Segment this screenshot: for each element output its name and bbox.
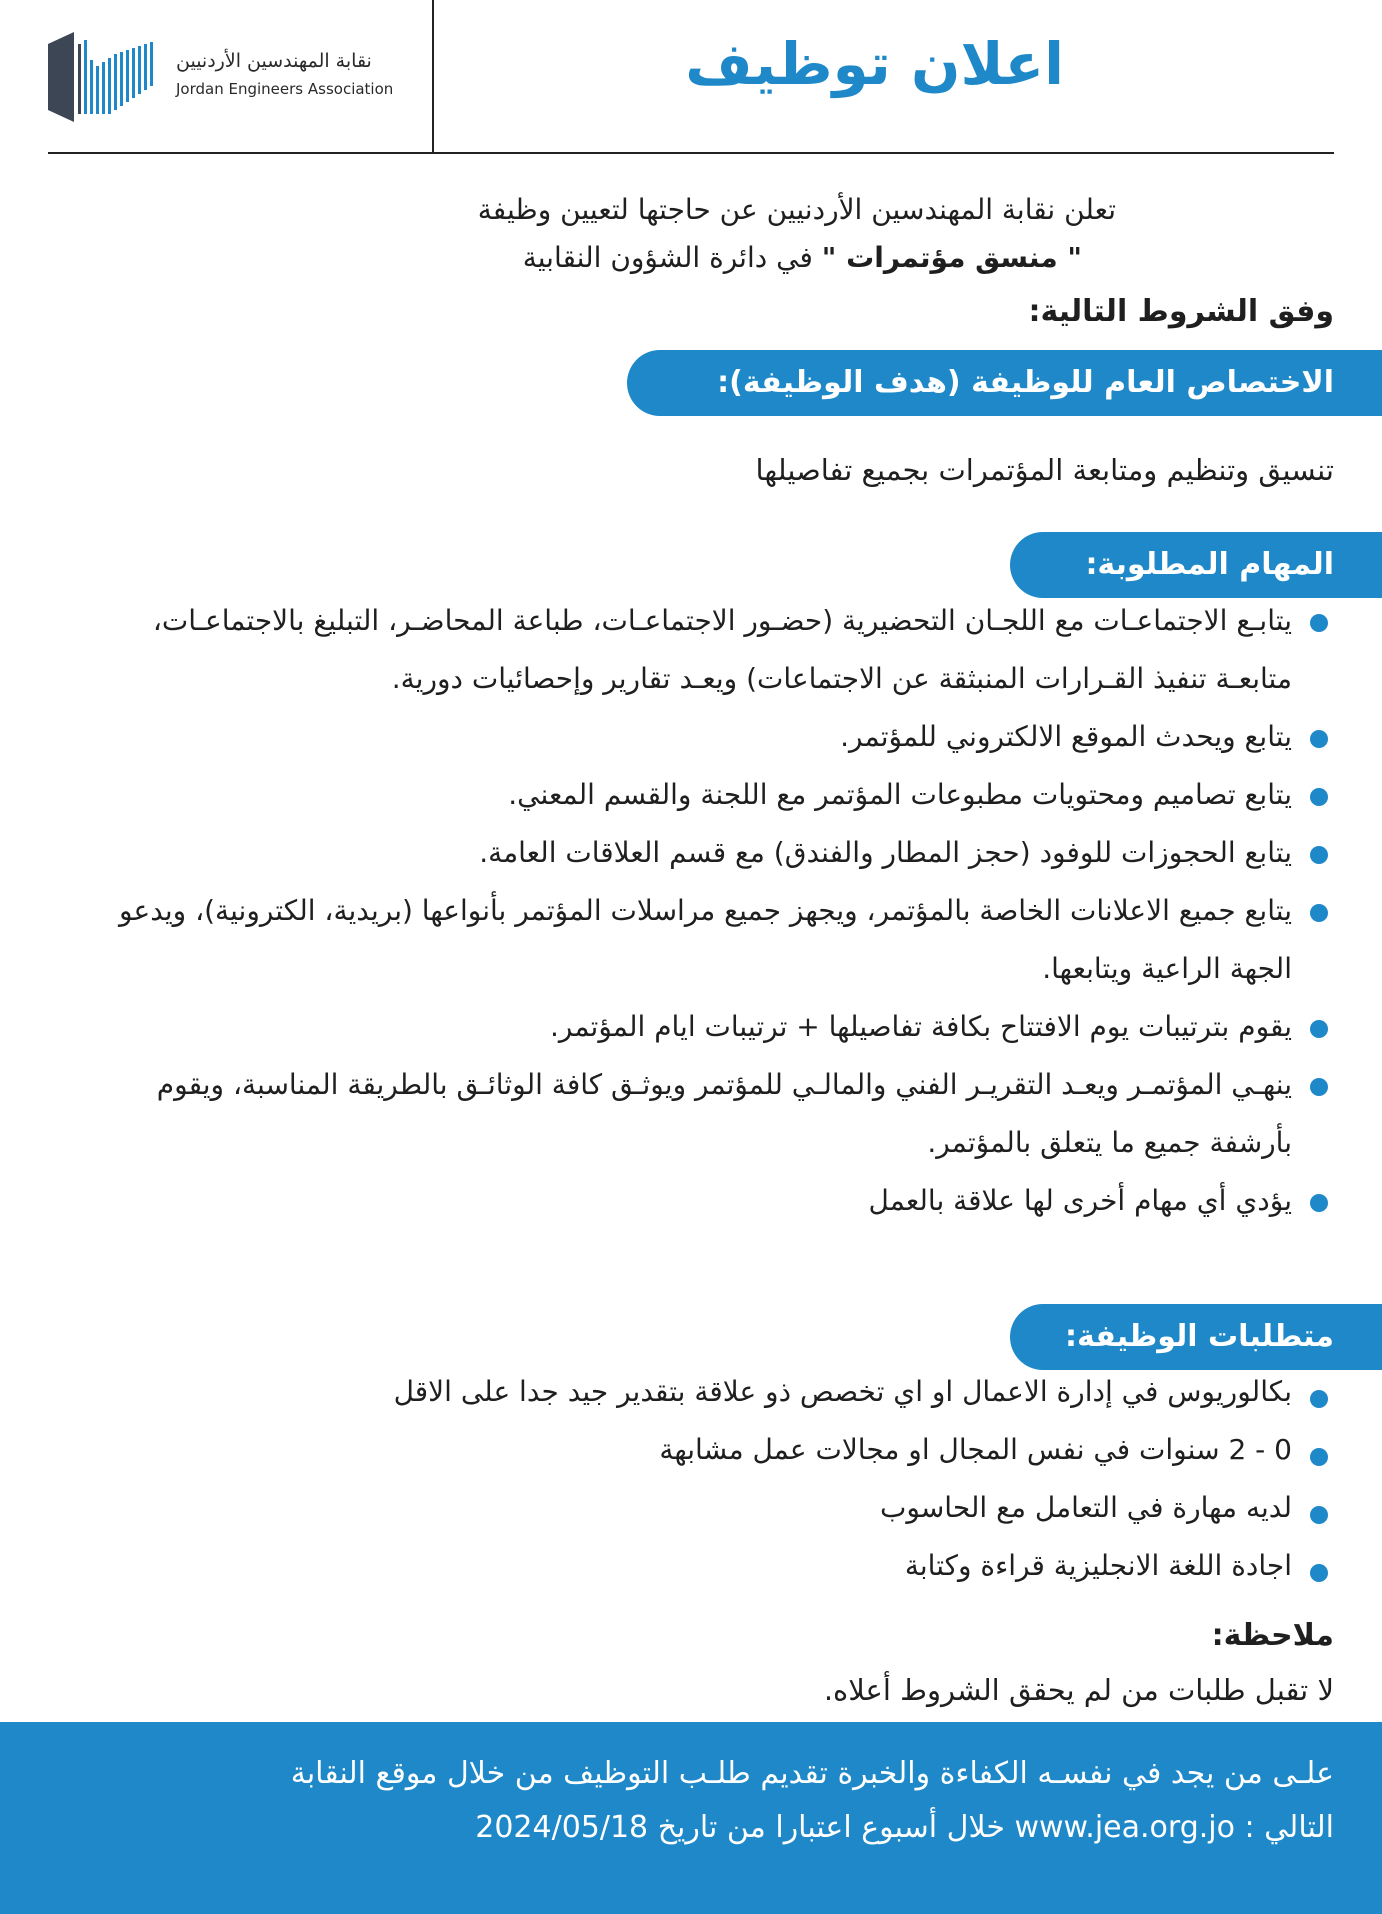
task-item bbox=[90, 882, 1334, 998]
tasks-heading: المهام المطلوبة: bbox=[1010, 532, 1382, 598]
bullet-icon bbox=[1310, 846, 1328, 864]
task-item bbox=[90, 766, 1334, 824]
page-title: اعلان توظيف bbox=[685, 30, 1064, 98]
task-text: يقوم بترتيبات يوم الافتتاح بكافة تفاصيلها + ترتيبات ايام المؤتمر. bbox=[550, 1010, 1292, 1043]
job-title: " منسق مؤتمرات " bbox=[821, 241, 1082, 274]
conditions-heading: وفق الشروط التالية: bbox=[1028, 294, 1334, 329]
jea-logo bbox=[48, 26, 418, 126]
requirements-list bbox=[90, 1370, 1334, 1602]
bullet-icon bbox=[1310, 1390, 1328, 1408]
requirement-text: 0 - 2 سنوات في نفس المجال او مجالات عمل مشابهة bbox=[659, 1433, 1292, 1466]
jea-logo-mark-icon bbox=[48, 30, 168, 122]
task-text: ينهـي المؤتمـر ويعـد التقريـر الفني والمالـي للمؤتمر ويوثـق كافة الوثائـق بالطريقة المناسبة، ويقوم بأرشفة جميع ما يتعلق بالمؤتمر. bbox=[156, 1068, 1292, 1159]
bullet-icon bbox=[1310, 614, 1328, 632]
task-item bbox=[90, 1172, 1334, 1230]
task-item bbox=[90, 1056, 1334, 1172]
requirement-text: لديه مهارة في التعامل مع الحاسوب bbox=[880, 1491, 1292, 1524]
requirement-item bbox=[90, 1370, 1334, 1414]
requirement-text: اجادة اللغة الانجليزية قراءة وكتابة bbox=[904, 1549, 1292, 1582]
task-text: يتابع ويحدث الموقع الالكتروني للمؤتمر. bbox=[840, 720, 1292, 753]
requirement-text: بكالوريوس في إدارة الاعمال او اي تخصص ذو علاقة بتقدير جيد جدا على الاقل bbox=[393, 1375, 1292, 1408]
task-item bbox=[90, 708, 1334, 766]
footer-banner bbox=[0, 1722, 1382, 1914]
objective-text: تنسيق وتنظيم ومتابعة المؤتمرات بجميع تفاصيلها bbox=[755, 453, 1334, 487]
intro-line-1: تعلن نقابة المهندسين الأردنيين عن حاجتها لتعيين وظيفة bbox=[477, 193, 1116, 226]
bullet-icon bbox=[1310, 788, 1328, 806]
bullet-icon bbox=[1310, 1506, 1328, 1524]
requirement-item bbox=[90, 1486, 1334, 1530]
requirement-item bbox=[90, 1544, 1334, 1588]
intro-department: في دائرة الشؤون النقابية bbox=[522, 241, 822, 274]
tasks-list bbox=[90, 592, 1334, 1230]
bullet-icon bbox=[1310, 1564, 1328, 1582]
bullet-icon bbox=[1310, 904, 1328, 922]
task-item bbox=[90, 824, 1334, 882]
task-text: يتابع جميع الاعلانات الخاصة بالمؤتمر، ويجهز جميع مراسلات المؤتمر بأنواعها (بريدية، الكترونية)، ويدعو الجهة الراعية ويتابعها. bbox=[119, 894, 1292, 985]
footer-line-1: علـى من يجد في نفسـه الكفاءة والخبرة تقديم طلـب التوظيف من خلال موقع النقابة bbox=[290, 1756, 1334, 1791]
header-divider bbox=[432, 0, 434, 152]
logo-name-arabic: نقابة المهندسين الأردنيين bbox=[176, 50, 372, 72]
footer-line-2: التالي : www.jea.org.jo خلال أسبوع اعتبارا من تاريخ 2024/05/18 bbox=[475, 1810, 1334, 1845]
bullet-icon bbox=[1310, 1194, 1328, 1212]
page-header bbox=[48, 0, 1334, 154]
logo-name-english: Jordan Engineers Association bbox=[176, 80, 394, 98]
bullet-icon bbox=[1310, 1020, 1328, 1038]
note-title: ملاحظة: bbox=[1211, 1618, 1334, 1653]
bullet-icon bbox=[1310, 1448, 1328, 1466]
task-item bbox=[90, 592, 1334, 708]
bullet-icon bbox=[1310, 730, 1328, 748]
task-text: يتابـع الاجتماعـات مع اللجـان التحضيرية (حضـور الاجتماعـات، طباعة المحاضـر، التبليغ بالاجتماعـات، متابعـة تنفيذ القـرارات المنبثقة عن الاجتماعات) ويعـد تقارير وإحصائيات دورية. bbox=[152, 604, 1292, 695]
note-text: لا تقبل طلبات من لم يحقق الشروط أعلاه. bbox=[823, 1673, 1334, 1707]
requirement-item bbox=[90, 1428, 1334, 1472]
bullet-icon bbox=[1310, 1078, 1328, 1096]
task-item bbox=[90, 998, 1334, 1056]
task-text: يتابع تصاميم ومحتويات مطبوعات المؤتمر مع اللجنة والقسم المعني. bbox=[508, 778, 1292, 811]
task-text: يؤدي أي مهام أخرى لها علاقة بالعمل bbox=[868, 1184, 1292, 1217]
intro-line-2 bbox=[523, 236, 1082, 280]
requirements-heading: متطلبات الوظيفة: bbox=[1010, 1304, 1382, 1370]
objective-heading: الاختصاص العام للوظيفة (هدف الوظيفة): bbox=[627, 350, 1382, 416]
task-text: يتابع الحجوزات للوفود (حجز المطار والفندق) مع قسم العلاقات العامة. bbox=[479, 836, 1292, 869]
